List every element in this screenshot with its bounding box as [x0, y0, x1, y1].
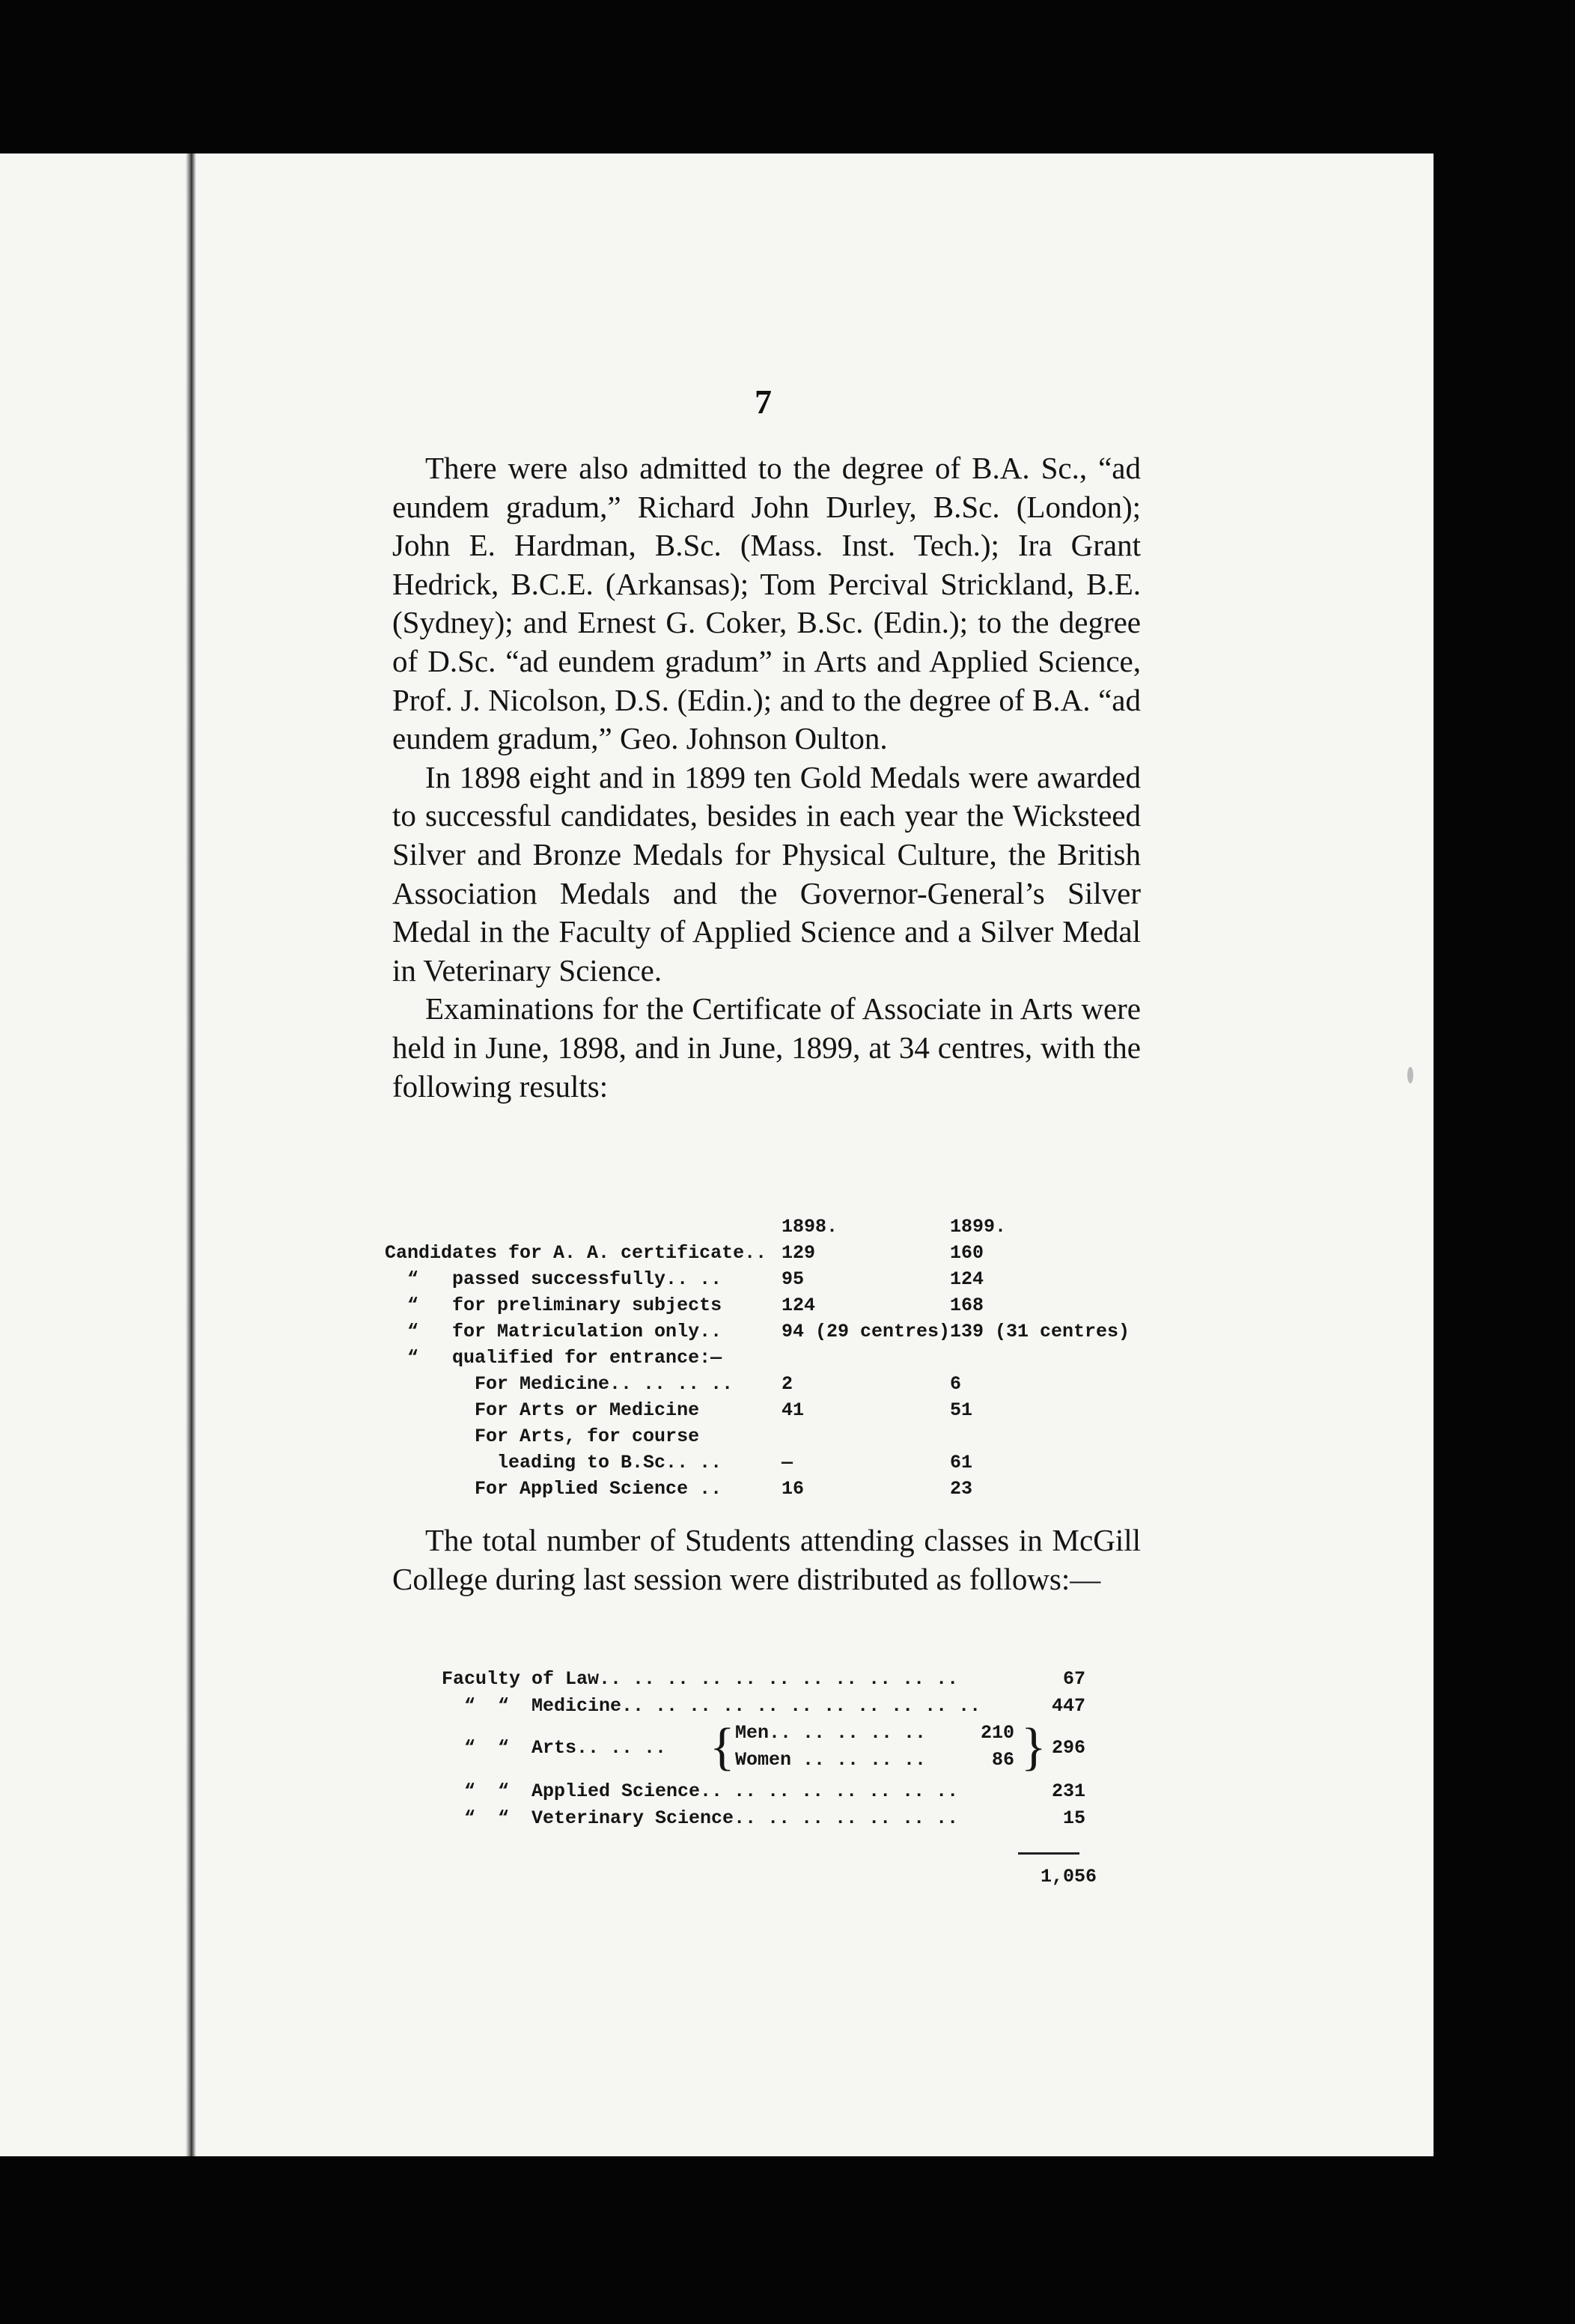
value-1898: 129 [782, 1242, 816, 1264]
table-row [385, 1399, 1148, 1426]
row-label: For Arts or Medicine [385, 1399, 700, 1421]
left-brace: { [710, 1718, 735, 1776]
value-1899: 23 [950, 1478, 973, 1500]
column-header-1898: 1898. [782, 1216, 838, 1238]
row-label: “ for preliminary subjects [385, 1295, 722, 1316]
table-header-row [385, 1216, 1148, 1242]
row-label: “ “ Medicine.. .. .. .. .. .. .. .. .. .. .. [442, 1695, 981, 1717]
body-text [392, 449, 1141, 1106]
students-total [442, 1866, 1115, 1893]
value-1898: 94 (29 centres) [782, 1321, 951, 1342]
paragraph-medals: In 1898 eight and in 1899 ten Gold Medals were awarded to successful candidates, besides in each year the Wicksteed Silver and Bronze Medals for Physical Culture, the British Association Medals and the Governor-General’s Silver Medal in the Faculty of Applied Science and a Silver Medal in Veterinary Science. [392, 759, 1141, 988]
row-label: Faculty of Law.. .. .. .. .. .. .. .. .. .. .. [442, 1668, 959, 1690]
row-value: 15 [1063, 1807, 1086, 1829]
value-1898: 16 [782, 1478, 805, 1500]
value-1899: 61 [950, 1452, 973, 1473]
value-1898: 95 [782, 1268, 805, 1290]
table-row [385, 1242, 1148, 1268]
table-row [385, 1268, 1148, 1295]
row-label: “ for Matriculation only.. [385, 1321, 722, 1342]
row-value: 67 [1063, 1668, 1086, 1690]
total-rule [1018, 1852, 1079, 1855]
row-label: “ qualified for entrance:— [385, 1347, 722, 1369]
aa-certificate-table [385, 1216, 1148, 1504]
grand-total: 1,056 [1041, 1866, 1097, 1888]
table-row [385, 1426, 1148, 1452]
column-header-1899: 1899. [950, 1216, 1007, 1238]
value-1899: 168 [950, 1295, 984, 1316]
paragraph-degrees: There were also admitted to the degree of B.A. Sc., “ad eundem gradum,” Richard John Durley, B.Sc. (London); John E. Hardman, B.Sc. (Mass. Inst. Tech.); Ira Grant Hedrick, B.C.E. (Arkansas); Tom Percival Strickland, B.E. (Sydney); and Ernest G. Coker, B.Sc. (Edin.); to the degree of D.Sc. “ad eundem gradum” in Arts and Applied Science, Prof. J. Nicolson, D.S. (Edin.); and to the degree of B.A. “ad eundem gradum,” Geo. Johnson Oulton. [392, 451, 1141, 756]
page-number: 7 [755, 383, 772, 421]
value-1899: 124 [950, 1268, 984, 1290]
row-label: For Arts, for course [385, 1426, 700, 1447]
table-row [385, 1452, 1148, 1478]
value-1899: 6 [950, 1373, 962, 1395]
table-row [442, 1668, 1115, 1695]
row-label: “ “ Applied Science.. .. .. .. .. .. .. .. [442, 1780, 959, 1802]
arts-men-label: Men.. .. .. .. .. [735, 1722, 927, 1744]
row-label: “ passed successfully.. .. [385, 1268, 722, 1290]
row-label: “ “ Veterinary Science.. .. .. .. .. .. .. [442, 1807, 959, 1829]
value-1899: 160 [950, 1242, 984, 1264]
table-row [385, 1295, 1148, 1321]
right-brace: } [1021, 1718, 1047, 1776]
students-section [392, 1521, 1141, 1598]
row-label: For Medicine.. .. .. .. [385, 1373, 734, 1395]
table-row-arts [442, 1718, 1115, 1780]
row-label: For Applied Science .. [385, 1478, 722, 1500]
arts-men-value: 210 [981, 1722, 1015, 1744]
arts-women-label: Women .. .. .. .. [735, 1749, 927, 1771]
table-row [385, 1373, 1148, 1399]
row-value: 447 [1052, 1695, 1086, 1717]
value-1898: 41 [782, 1399, 805, 1421]
paragraph-examinations: Examinations for the Certificate of Associate in Arts were held in June, 1898, and in June, 1899, at 34 centres, with the following results: [392, 991, 1141, 1104]
table-row [442, 1780, 1115, 1807]
value-1899: 139 (31 centres) [950, 1321, 1130, 1342]
total-row [442, 1866, 1115, 1893]
table-row [442, 1695, 1115, 1722]
row-value: 231 [1052, 1780, 1086, 1802]
paragraph-students: The total number of Students attending classes in McGill College during last session were distributed as follows:— [392, 1523, 1141, 1596]
value-1898: 2 [782, 1373, 793, 1395]
value-1899: 51 [950, 1399, 973, 1421]
table-row [385, 1347, 1148, 1373]
arts-total: 296 [1052, 1737, 1086, 1759]
row-label: Candidates for A. A. certificate.. [385, 1242, 767, 1264]
page-fold-shadow [186, 153, 196, 2156]
table-row [385, 1321, 1148, 1347]
arts-label: “ “ Arts.. .. .. [442, 1737, 667, 1759]
row-label: leading to B.Sc.. .. [385, 1452, 722, 1473]
students-table [442, 1668, 1115, 1834]
value-1898: 124 [782, 1295, 816, 1316]
arts-women-value: 86 [992, 1749, 1015, 1771]
table-row [442, 1807, 1115, 1834]
value-1898: — [782, 1452, 793, 1473]
paper-mark [1407, 1067, 1413, 1083]
table-row [385, 1478, 1148, 1504]
